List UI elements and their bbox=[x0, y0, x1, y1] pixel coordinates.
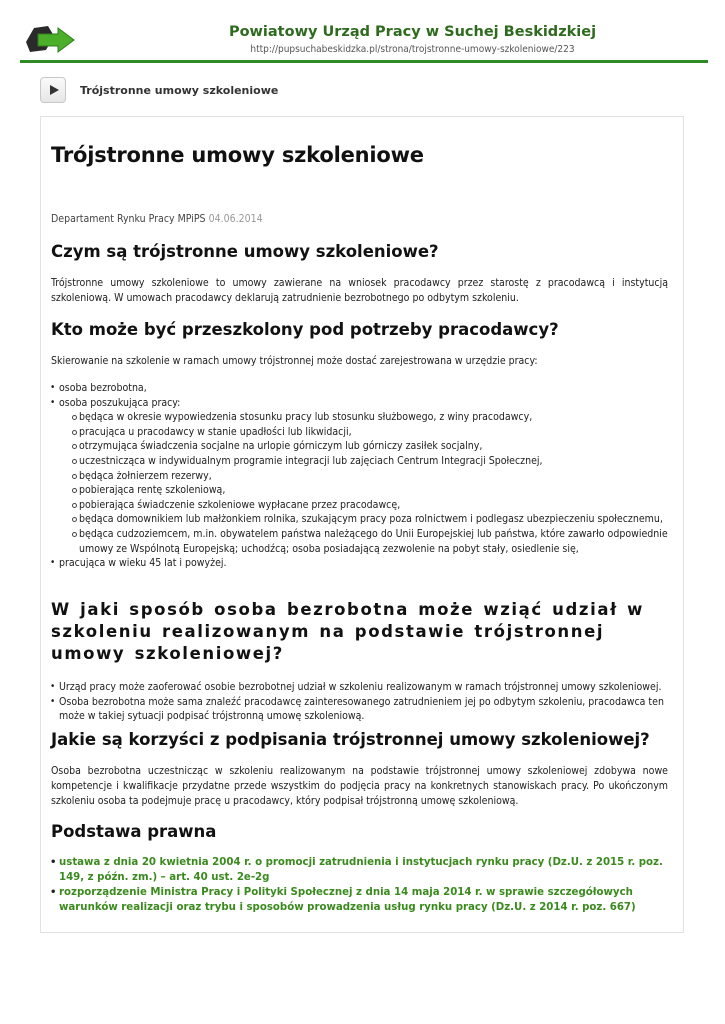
breadcrumb[interactable]: Trójstronne umowy szkoleniowe bbox=[80, 84, 279, 97]
section-how bbox=[51, 599, 668, 724]
section-paragraph: Trójstronne umowy szkoleniowe to umowy zawierane na wniosek pracodawcy przez starostę z pracodawcą i instytucją szkoleniową. W umowach pracodawcy deklarują zatrudnienie bezrobotnego po odbytym szkoleniu. bbox=[51, 277, 668, 304]
page-title: Trójstronne umowy szkoleniowe bbox=[51, 143, 424, 167]
section-what bbox=[51, 241, 668, 306]
sublist-item: pobierająca świadczenie szkoleniowe wypłacane przez pracodawcę, bbox=[59, 498, 668, 513]
section-heading: Czym są trójstronne umowy szkoleniowe? bbox=[51, 242, 439, 261]
section-intro: Skierowanie na szkolenie w ramach umowy trójstronnej może dostać zarejestrowana w urzędzie pracy: bbox=[51, 355, 538, 367]
section-paragraph: Osoba bezrobotna uczestnicząc w szkoleniu realizowanym na podstawie trójstronnej umowy szkoleniowej zdobywa nowe kompetencje i kwalifikacje przydatne przede wszystkim do podjęcia pracy na konkretnych stanowiskach pracy. Po ukończonym szkoleniu osoba ta podejmuje pracę u pracodawcy, który podpisał trójstronną umowę szkoleniową. bbox=[51, 765, 668, 807]
header-divider bbox=[20, 60, 708, 63]
sublist-item: pracująca u pracodawcy w stanie upadłości lub likwidacji, bbox=[59, 425, 668, 440]
play-arrow-icon bbox=[48, 84, 60, 96]
list-item: • osoba bezrobotna, bbox=[51, 381, 668, 396]
section-heading: W jaki sposób osoba bezrobotna może wziąć udział w szkoleniu realizowanym na podstawie trójstronnej umowy szkoleniowej? bbox=[51, 600, 644, 663]
list-item: • Urząd pracy może zaoferować osobie bezrobotnej udział w szkoleniu realizowanym w ramach trójstronnej umowy szkoleniowej. bbox=[51, 680, 668, 695]
logo-icon bbox=[24, 22, 76, 56]
section-heading: Podstawa prawna bbox=[51, 822, 217, 841]
legal-list bbox=[51, 855, 668, 915]
section-legal-basis bbox=[51, 821, 668, 915]
list-item-label: osoba poszukująca pracy: bbox=[59, 396, 181, 409]
list-item: • pracująca w wieku 45 lat i powyżej. bbox=[51, 556, 668, 571]
list-item: • Osoba bezrobotna może sama znaleźć pracodawcę zainteresowanego zatrudnieniem jej po odbytym szkoleniu, pracodawca ten może w takiej sytuacji podpisać trójstronną umowę szkoleniową. bbox=[51, 695, 668, 724]
article-meta bbox=[51, 213, 263, 225]
sublist-item: otrzymująca świadczenia socjalne na urlopie górniczym lub górniczy zasiłek socjalny, bbox=[59, 439, 668, 454]
article-author: Departament Rynku Pracy MPiPS bbox=[51, 213, 206, 225]
breadcrumb-arrow-button[interactable] bbox=[40, 77, 66, 103]
section-who bbox=[51, 319, 668, 571]
sublist-item: pobierająca rentę szkoleniową, bbox=[59, 483, 668, 498]
site-header bbox=[0, 0, 725, 64]
sublist-item: będąca żołnierzem rezerwy, bbox=[59, 469, 668, 484]
sublist-item: będąca domownikiem lub małżonkiem rolnika, szukającym pracy poza rolnictwem i podlegasz ubezpieczeniu społecznemu, bbox=[59, 512, 668, 527]
section-heading: Jakie są korzyści z podpisania trójstronnej umowy szkoleniowej? bbox=[51, 730, 650, 749]
article-date: 04.06.2014 bbox=[208, 213, 263, 225]
legal-link[interactable]: • ustawa z dnia 20 kwietnia 2004 r. o promocji zatrudnienia i instytucjach rynku pracy (Dz.U. z 2015 r. poz. 149, z późn. zm.) – art. 40 ust. 2e-2g bbox=[51, 855, 668, 885]
sublist-item: będąca cudzoziemcem, m.in. obywatelem państwa należącego do Unii Europejskiej lub państwa, które zawarło odpowiednie umowy ze Wspólnotą Europejską; uchodźcą; osoba posiadającą zezwolenie na pobyt stały, osiedlenie się, bbox=[59, 527, 668, 556]
article-container bbox=[40, 116, 684, 933]
sublist-item: będąca w okresie wypowiedzenia stosunku pracy lub stosunku służbowego, z winy pracodawcy, bbox=[59, 410, 668, 425]
section-heading: Kto może być przeszkolony pod potrzeby pracodawcy? bbox=[51, 320, 559, 339]
site-title[interactable]: Powiatowy Urząd Pracy w Suchej Beskidzkiej bbox=[228, 24, 597, 40]
list-item bbox=[51, 396, 668, 557]
how-list bbox=[51, 680, 668, 724]
sublist-item: uczestnicząca w indywidualnym programie integracji lub zajęciach Centrum Integracji Społecznej, bbox=[59, 454, 668, 469]
legal-link[interactable]: • rozporządzenie Ministra Pracy i Polityki Społecznej z dnia 14 maja 2014 r. w sprawie szczegółowych warunków realizacji oraz trybu i sposobów prowadzenia usług rynku pracy (Dz.U. z 2014 r. poz. 667) bbox=[51, 885, 668, 915]
section-benefits bbox=[51, 729, 668, 809]
site-url[interactable]: http://pupsuchabeskidzka.pl/strona/trojstronne-umowy-szkoleniowe/223 bbox=[250, 44, 575, 55]
sublist bbox=[59, 410, 668, 556]
eligibility-list bbox=[51, 381, 668, 571]
